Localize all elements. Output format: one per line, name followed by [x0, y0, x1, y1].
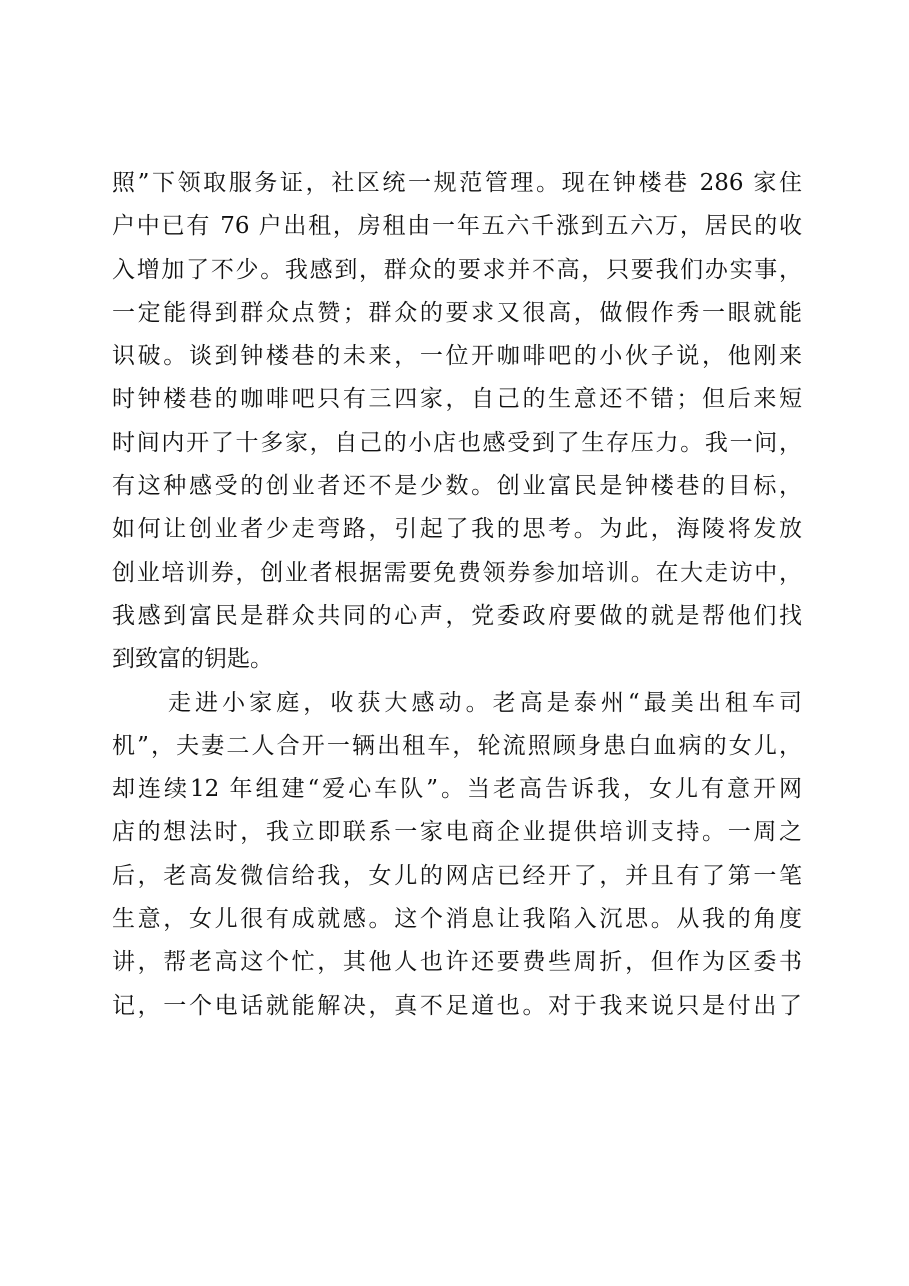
text-line: 照”下领取服务证，社区统一规范管理。现在钟楼巷 286 家住: [112, 170, 802, 196]
text-line: 时钟楼巷的咖啡吧只有三四家，自己的生意还不错；但后来短: [112, 386, 802, 413]
text-line: 生意，女儿很有成就感。这个消息让我陷入沉思。从我的角度: [112, 906, 802, 933]
text-line: 记，一个电话就能解决，真不足道也。对于我来说只是付出了: [112, 992, 802, 1019]
text-line: 机”，夫妻二人合开一辆出租车，轮流照顾身患白血病的女儿，: [112, 732, 802, 759]
text-line: 我感到富民是群众共同的心声，党委政府要做的就是帮他们找: [112, 602, 802, 629]
paragraph: [112, 162, 802, 682]
text-line: 有这种感受的创业者还不是少数。创业富民是钟楼巷的目标，: [112, 473, 802, 500]
text-line: 户中已有 76 户出租，房租由一年五六千涨到五六万，居民的收: [112, 213, 802, 240]
text-line: 到致富的钥匙。: [112, 646, 273, 673]
text-line: 一定能得到群众点赞；群众的要求又很高，做假作秀一眼就能: [112, 299, 802, 326]
text-line: 却连续12 年组建“爱心车队”。当老高告诉我，女儿有意开网: [112, 776, 802, 803]
paragraph: [112, 682, 802, 1028]
text-line: 后，老高发微信给我，女儿的网店已经开了，并且有了第一笔: [112, 862, 802, 889]
text-line: 入增加了不少。我感到，群众的要求并不高，只要我们办实事，: [112, 256, 802, 283]
text-line: 创业培训券，创业者根据需要免费领券参加培训。在大走访中，: [112, 559, 802, 586]
text-line: 识破。谈到钟楼巷的未来，一位开咖啡吧的小伙子说，他刚来: [112, 343, 802, 370]
body-text: [112, 162, 802, 1028]
text-line: 时间内开了十多家，自己的小店也感受到了生存压力。我一问，: [112, 429, 802, 456]
text-line: 如何让创业者少走弯路，引起了我的思考。为此，海陵将发放: [112, 516, 802, 543]
text-line: 店的想法时，我立即联系一家电商企业提供培训支持。一周之: [112, 819, 802, 846]
text-line: 讲，帮老高这个忙，其他人也许还要费些周折，但作为区委书: [112, 949, 802, 976]
text-line: 走进小家庭，收获大感动。老高是泰州“最美出租车司: [168, 689, 802, 716]
